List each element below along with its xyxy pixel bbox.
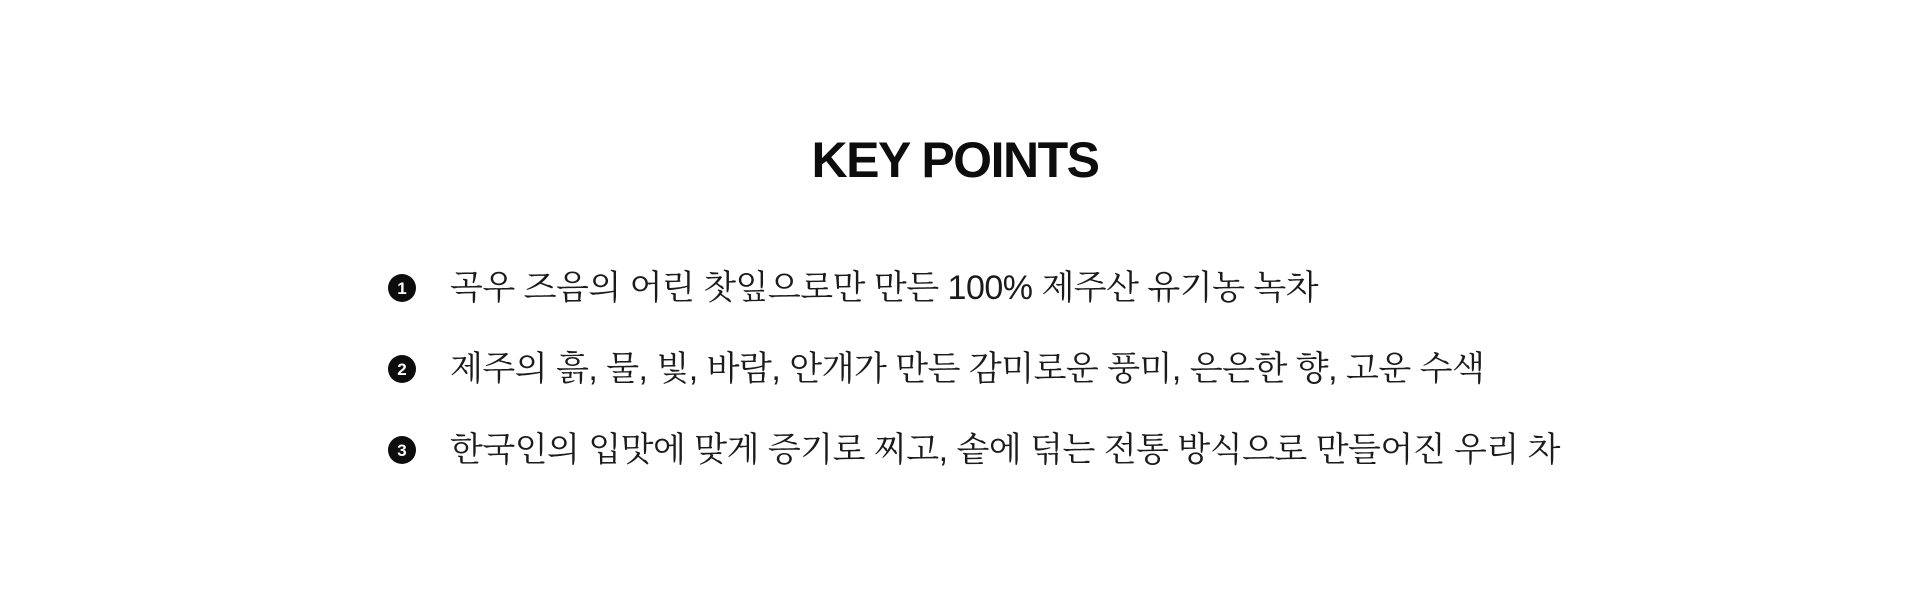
point-number-badge: 2 (388, 355, 416, 383)
point-text: 곡우 즈음의 어린 찻잎으로만 만든 100% 제주산 유기농 녹차 (450, 269, 1319, 307)
point-number-badge: 3 (388, 436, 416, 464)
key-point-item (388, 268, 1560, 308)
key-point-item (388, 430, 1560, 470)
section-title: KEY POINTS (811, 132, 1099, 188)
point-text: 한국인의 입맛에 맞게 증기로 찌고, 솥에 덖는 전통 방식으로 만들어진 우리 차 (450, 431, 1561, 469)
key-point-item (388, 349, 1560, 389)
point-number-badge: 1 (388, 274, 416, 302)
point-text: 제주의 흙, 물, 빛, 바람, 안개가 만든 감미로운 풍미, 은은한 향, 고운 수색 (450, 350, 1485, 388)
key-points-list (388, 268, 1560, 470)
